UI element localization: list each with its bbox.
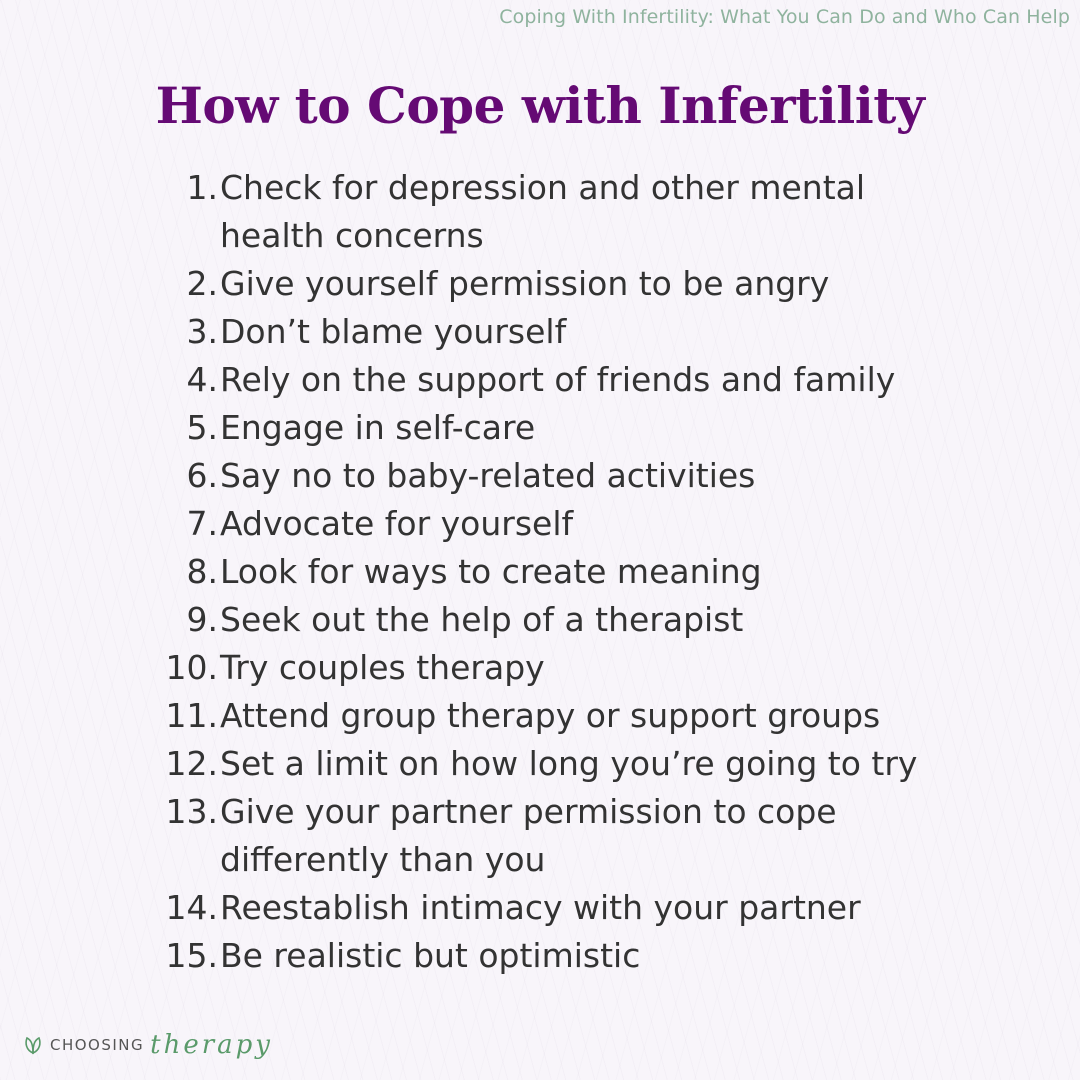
list-item xyxy=(140,884,970,932)
brand-name-choosing: CHOOSING xyxy=(50,1036,145,1054)
list-item-text: Set a limit on how long you’re going to try xyxy=(220,744,918,783)
list-item xyxy=(140,932,970,980)
leaf-icon xyxy=(22,1034,44,1056)
list-item xyxy=(140,596,970,644)
brand-name-therapy: therapy xyxy=(150,1030,273,1060)
list-item-number: 10. xyxy=(165,648,218,687)
list-item-text: Attend group therapy or support groups xyxy=(220,696,881,735)
list-item-number: 15. xyxy=(165,936,218,975)
list-item-text: Advocate for yourself xyxy=(220,504,574,543)
list-item-text: Look for ways to create meaning xyxy=(220,552,762,591)
list-item-text: Engage in self-care xyxy=(220,408,536,447)
list-item xyxy=(140,740,970,788)
header-subtitle: Coping With Infertility: What You Can Do and Who Can Help xyxy=(499,6,1070,28)
list-item-number: 8. xyxy=(186,552,218,591)
list-item-text: Rely on the support of friends and family xyxy=(220,360,896,399)
list-item xyxy=(140,500,970,548)
list-item xyxy=(140,452,970,500)
list-item xyxy=(140,164,970,260)
list-item-text: Be realistic but optimistic xyxy=(220,936,641,975)
list-item-text: Seek out the help of a therapist xyxy=(220,600,744,639)
tips-list xyxy=(140,164,970,980)
list-item xyxy=(140,548,970,596)
list-item-text: Say no to baby-related activities xyxy=(220,456,756,495)
list-item-number: 5. xyxy=(186,408,218,447)
list-item-number: 4. xyxy=(186,360,218,399)
list-item-text: Give your partner permission to cope differently than you xyxy=(220,792,837,879)
list-item-number: 3. xyxy=(186,312,218,351)
list-item-text: Don’t blame yourself xyxy=(220,312,567,351)
list-item-number: 6. xyxy=(186,456,218,495)
list-item-text: Check for depression and other mental health concerns xyxy=(220,168,866,255)
list-item xyxy=(140,644,970,692)
page-title: How to Cope with Infertility xyxy=(155,76,925,135)
list-item xyxy=(140,404,970,452)
list-item-number: 11. xyxy=(165,696,218,735)
list-item-number: 13. xyxy=(165,792,218,831)
list-item-number: 9. xyxy=(186,600,218,639)
list-item-number: 2. xyxy=(186,264,218,303)
list-item-text: Give yourself permission to be angry xyxy=(220,264,830,303)
list-item-number: 1. xyxy=(186,168,218,207)
list-item-number: 12. xyxy=(165,744,218,783)
list-item-number: 7. xyxy=(186,504,218,543)
list-item xyxy=(140,308,970,356)
list-item xyxy=(140,692,970,740)
list-item-text: Reestablish intimacy with your partner xyxy=(220,888,861,927)
list-item-text: Try couples therapy xyxy=(220,648,545,687)
list-item-number: 14. xyxy=(165,888,218,927)
list-item xyxy=(140,260,970,308)
list-item xyxy=(140,356,970,404)
brand-logo xyxy=(22,1030,273,1060)
list-item xyxy=(140,788,970,884)
